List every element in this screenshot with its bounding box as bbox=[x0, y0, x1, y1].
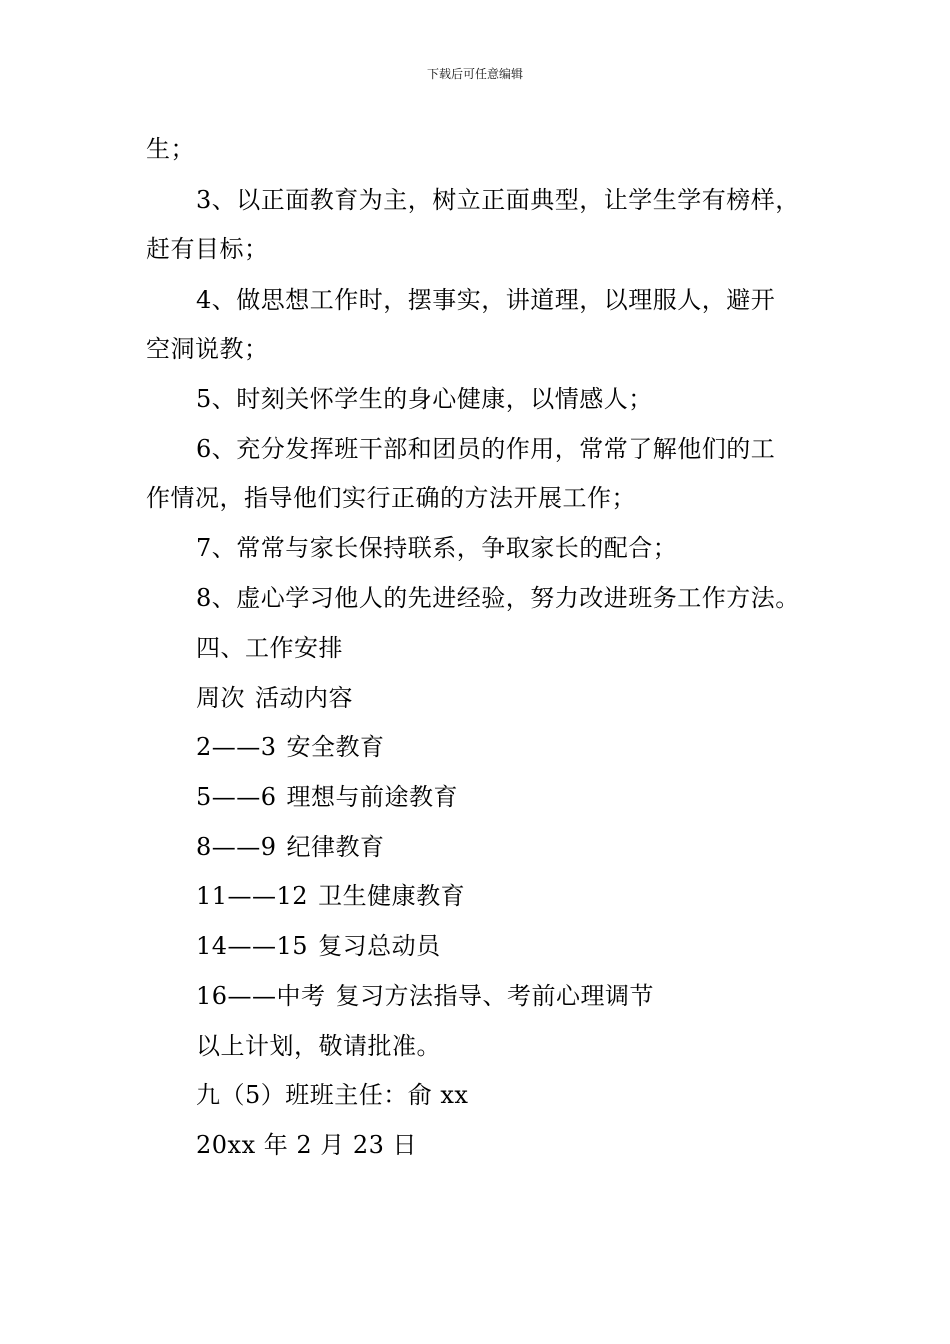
schedule-row bbox=[196, 981, 654, 1011]
schedule-week: 14——15 bbox=[196, 932, 309, 960]
paragraph-line: 3、以正面教育为主，树立正面典型，让学生学有榜样， bbox=[196, 186, 800, 214]
schedule-content: 复习方法指导、考前心理调节 bbox=[335, 982, 655, 1010]
paragraph-line: 8、虚心学习他人的先进经验，努力改进班务工作方法。 bbox=[196, 584, 800, 612]
paragraph-line: 7、常常与家长保持联系，争取家长的配合； bbox=[196, 534, 678, 562]
schedule-content: 安全教育 bbox=[286, 733, 385, 761]
date: 20xx 年 2 月 23 日 bbox=[196, 1131, 418, 1159]
schedule-header-content: 活动内容 bbox=[255, 684, 353, 712]
schedule-row bbox=[196, 881, 465, 911]
paragraph-line: 4、做思想工作时，摆事实，讲道理，以理服人，避开 bbox=[196, 286, 776, 314]
signature: 九（5）班班主任：俞 xx bbox=[196, 1081, 469, 1109]
schedule-week: 2——3 bbox=[196, 733, 277, 761]
schedule-row bbox=[196, 832, 385, 862]
schedule-header-week: 周次 bbox=[196, 684, 245, 712]
paragraph-line: 作情况，指导他们实行正确的方法开展工作； bbox=[146, 484, 636, 512]
schedule-row bbox=[196, 732, 385, 762]
paragraph-line: 空洞说教； bbox=[146, 335, 269, 363]
schedule-week: 16——中考 bbox=[196, 982, 326, 1010]
closing-request: 以上计划，敬请批准。 bbox=[196, 1032, 441, 1060]
schedule-content: 复习总动员 bbox=[318, 932, 441, 960]
paragraph-line: 赶有目标； bbox=[146, 235, 269, 263]
schedule-content: 纪律教育 bbox=[286, 833, 385, 861]
paragraph-line: 生； bbox=[146, 135, 195, 163]
paragraph-line: 5、时刻关怀学生的身心健康，以情感人； bbox=[196, 385, 653, 413]
schedule-header-row bbox=[196, 683, 353, 713]
schedule-content: 理想与前途教育 bbox=[286, 783, 459, 811]
schedule-row bbox=[196, 931, 441, 961]
schedule-content: 卫生健康教育 bbox=[318, 882, 466, 910]
section-heading: 四、工作安排 bbox=[196, 634, 343, 662]
schedule-row bbox=[196, 782, 458, 812]
schedule-week: 8——9 bbox=[196, 833, 277, 861]
schedule-week: 11——12 bbox=[196, 882, 309, 910]
paragraph-line: 6、充分发挥班干部和团员的作用，常常了解他们的工 bbox=[196, 435, 776, 463]
page-header: 下载后可任意编辑 bbox=[426, 67, 523, 81]
schedule-week: 5——6 bbox=[196, 783, 277, 811]
